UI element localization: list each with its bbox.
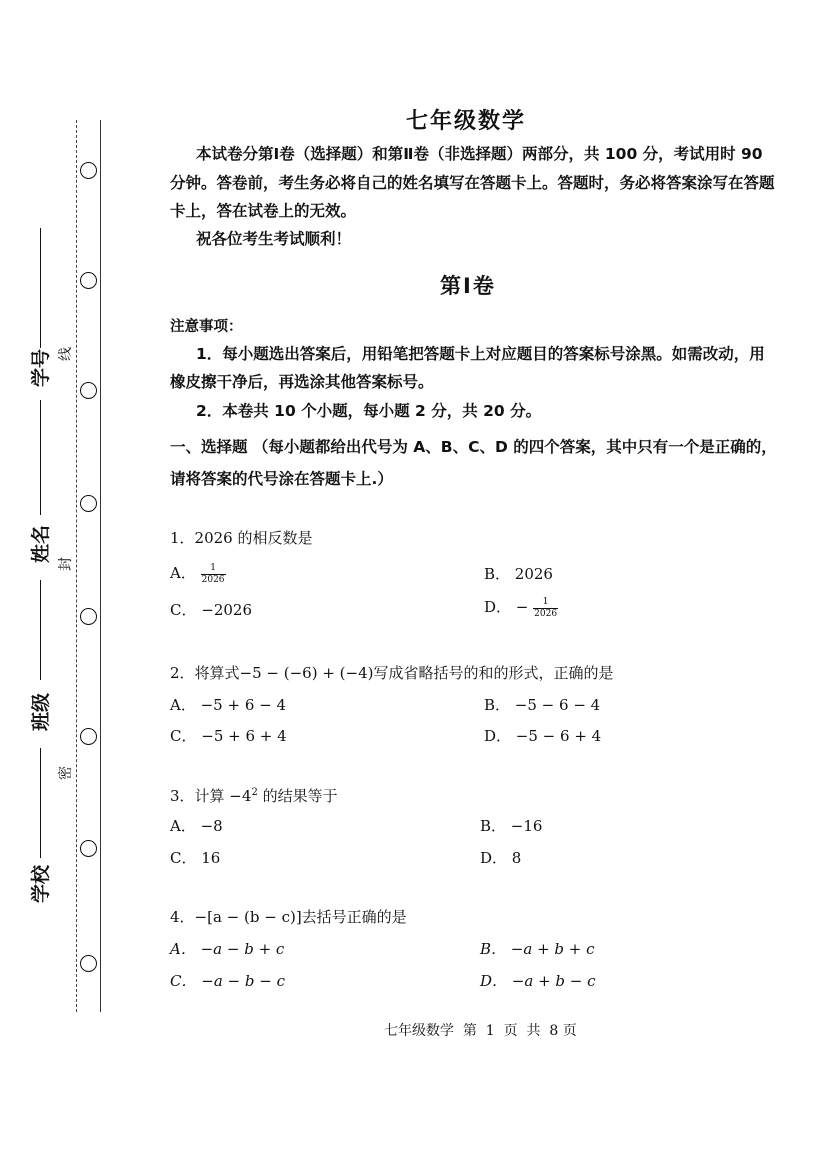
fraction-numerator: 1 [533, 597, 558, 609]
binding-hole [80, 728, 97, 745]
page-title: 七年级数学 [406, 109, 527, 134]
question-2-option-b[interactable]: B． −5 − 6 − 4 [484, 696, 601, 714]
seal-mark-seal: 封 [58, 557, 74, 571]
stem-text: 3．计算 −4 [170, 787, 252, 805]
question-3-option-a[interactable]: A． −8 [170, 817, 223, 835]
notice-2: 2．本卷共 10 个小题，每小题 2 分，共 20 分。 [196, 402, 542, 420]
option-label: D． − [484, 598, 529, 616]
fraction-numerator: 1 [201, 563, 226, 575]
notice-1-line-2: 橡皮擦干净后，再选涂其他答案标号。 [170, 373, 434, 391]
binding-hole [80, 840, 97, 857]
question-1-option-d[interactable] [484, 596, 558, 620]
fraction-denominator: 2026 [201, 574, 225, 585]
name-line[interactable] [40, 400, 41, 515]
question-3-option-d[interactable]: D． 8 [480, 849, 522, 867]
exponent: 2 [251, 787, 258, 798]
question-4-option-a[interactable]: A． −a − b + c [170, 940, 285, 958]
wish-text: 祝各位考生考试顺利！ [196, 230, 352, 248]
question-1-stem: 1．2026 的相反数是 [170, 529, 313, 547]
page-footer: 七年级数学 第 1 页 共 8 页 [384, 1023, 577, 1039]
notice-title: 注意事项： [170, 319, 243, 335]
question-2-option-d[interactable]: D． −5 − 6 + 4 [484, 727, 602, 745]
question-3-option-c[interactable]: C． 16 [170, 849, 221, 867]
question-4-option-c[interactable]: C． −a − b − c [170, 972, 285, 990]
question-2-option-a[interactable]: A． −5 + 6 − 4 [170, 696, 287, 714]
intro-line-2: 分钟。答卷前，考生务必将自己的姓名填写在答题卡上。答题时，务必将答案涂写在答题 [170, 174, 775, 192]
binding-hole [80, 608, 97, 625]
binding-hole [80, 272, 97, 289]
seal-mark-secret: 密 [58, 766, 74, 780]
option-label: A． [170, 564, 196, 582]
question-4-option-b[interactable]: B． −a + b + c [480, 940, 595, 958]
part-heading-line-1: 一、选择题 （每小题都给出代号为 A、B、C、D 的四个答案，其中只有一个是正确的， [170, 438, 777, 456]
stem-text: 的结果等于 [257, 787, 338, 805]
question-3-stem [170, 785, 338, 806]
fraction [533, 597, 558, 620]
binding-hole [80, 162, 97, 179]
intro-line-1: 本试卷分第Ⅰ卷（选择题）和第Ⅱ卷（非选择题）两部分，共 100 分，考试用时 90 [196, 145, 763, 163]
question-4-option-d[interactable]: D． −a + b − c [480, 972, 596, 990]
seal-mark-line: 线 [58, 347, 74, 361]
binding-hole [80, 495, 97, 512]
intro-line-3: 卡上，答在试卷上的无效。 [170, 202, 357, 220]
fraction-denominator: 2026 [534, 608, 558, 619]
fraction [201, 563, 226, 586]
name-label: 姓名 [30, 524, 52, 563]
binding-hole [80, 382, 97, 399]
question-2-option-c[interactable]: C． −5 + 6 + 4 [170, 727, 287, 745]
question-1-option-a[interactable] [170, 562, 226, 586]
part-heading-line-2: 请将答案的代号涂在答题卡上.） [170, 470, 393, 488]
binding-hole [80, 955, 97, 972]
question-1-option-b[interactable]: B． 2026 [484, 565, 553, 583]
class-line[interactable] [40, 580, 41, 680]
section-title: 第Ⅰ卷 [440, 274, 496, 298]
question-3-option-b[interactable]: B． −16 [480, 817, 543, 835]
student-id-line[interactable] [40, 228, 41, 348]
question-4-stem: 4．−[a − (b − c)]去括号正确的是 [170, 908, 407, 926]
margin-dashed-line [76, 120, 77, 1012]
notice-1-line-1: 1．每小题选出答案后，用铅笔把答题卡上对应题目的答案标号涂黑。如需改动，用 [196, 345, 765, 363]
class-label: 班级 [30, 692, 52, 731]
margin-solid-line [100, 120, 101, 1012]
question-2-stem: 2．将算式−5 − (−6) + (−4)写成省略括号的和的形式，正确的是 [170, 664, 614, 682]
school-label: 学校 [30, 864, 52, 903]
question-1-option-c[interactable]: C． −2026 [170, 601, 252, 619]
student-id-label: 学号 [30, 348, 52, 387]
school-line[interactable] [40, 748, 41, 858]
